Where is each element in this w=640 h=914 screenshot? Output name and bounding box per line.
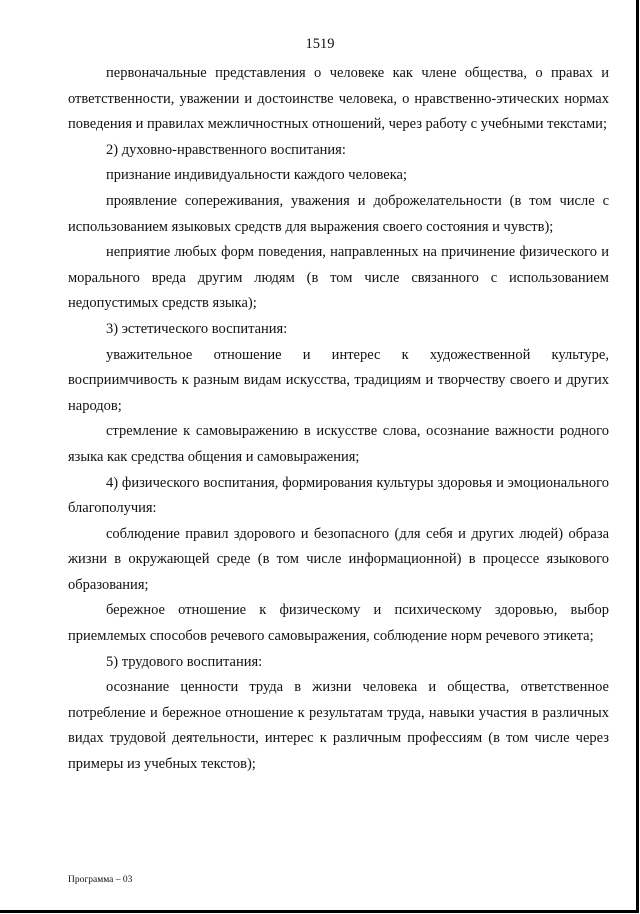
section-heading-5: 5) трудового воспитания: bbox=[106, 653, 263, 670]
section-heading-3: 3) эстетического воспитания: bbox=[106, 320, 288, 337]
document-body bbox=[68, 61, 609, 778]
footer-label: Программа – 03 bbox=[68, 875, 133, 885]
paragraph-10: соблюдение правил здорового и безопасного (для себя и других людей) образа жизни в окружающей среде (в том числе информационной) в процессе языкового образования; bbox=[68, 525, 609, 593]
page-number: 1519 bbox=[305, 36, 335, 52]
paragraph-3: признание индивидуальности каждого человека; bbox=[106, 167, 407, 184]
paragraph-4: проявление сопереживания, уважения и доброжелательности (в том числе с использованием языковых средств для выражения своего состояния и чувств); bbox=[68, 192, 609, 235]
paragraph-8: стремление к самовыражению в искусстве слова, осознание важности родного языка как средства общения и самовыражения; bbox=[68, 423, 609, 465]
paragraph-5: неприятие любых форм поведения, направленных на причинение физического и морального вреда другим людям (в том числе связанного с использованием недопустимых средств языка); bbox=[68, 244, 609, 312]
section-heading-4: 4) физического воспитания, формирования культуры здоровья и эмоционального благополучия: bbox=[68, 474, 609, 517]
section-heading-2: 2) духовно-нравственного воспитания: bbox=[106, 141, 346, 158]
paragraph-11: бережное отношение к физическому и психическому здоровью, выбор приемлемых способов речевого самовыражения, соблюдение норм речевого этикета; bbox=[68, 602, 609, 645]
paragraph-7: уважительное отношение и интерес к художественной культуре, восприимчивость к разным видам искусства, традициям и творчеству своего и других народов; bbox=[68, 346, 609, 414]
paragraph-13: осознание ценности труда в жизни человека и общества, ответственное потребление и бережное отношение к результатам труда, навыки участия в различных видах трудовой деятельности, интерес к различным профессиям (в том числе через примеры из учебных текстов); bbox=[68, 679, 609, 773]
paragraph-1: первоначальные представления о человеке как члене общества, о правах и ответственности, уважении и достоинстве человека, о нравственно-этических нормах поведения и правилах межличностных отношений, через работу с учебными текстами; bbox=[68, 65, 609, 133]
